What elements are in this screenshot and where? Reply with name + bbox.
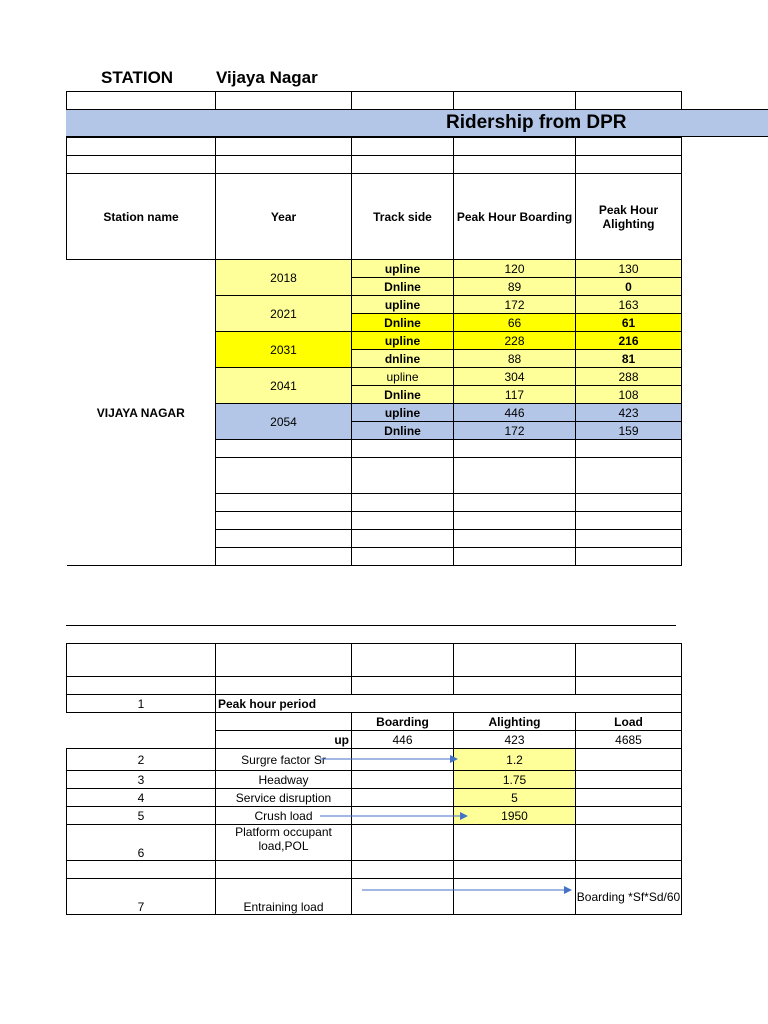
track-side-cell: Dnline [352,386,454,404]
entraining-load-label: Entraining load [216,879,352,915]
track-side-cell: dnline [352,350,454,368]
row-num: 5 [67,807,216,825]
calc-table [66,643,682,915]
col-boarding: Boarding [352,713,454,731]
row-num: 2 [67,749,216,771]
boarding-cell: 172 [454,296,576,314]
alighting-cell: 130 [576,260,682,278]
crush-load-label: Crush load [216,807,352,825]
col-load: Load [576,713,682,731]
header-peak-boarding: Peak Hour Boarding [454,174,576,260]
headway-label: Headway [216,771,352,789]
peak-hour-period-label: Peak hour period [216,695,682,713]
year-cell: 2021 [216,296,352,332]
track-side-cell: upline [352,260,454,278]
up-alighting: 423 [454,731,576,749]
pol-label: Platform occupant load,POL [216,825,352,861]
headway-value: 1.75 [454,771,576,789]
alighting-cell: 423 [576,404,682,422]
track-side-cell: Dnline [352,422,454,440]
row-num: 7 [67,879,216,915]
year-cell: 2018 [216,260,352,296]
track-side-cell: upline [352,368,454,386]
header-station-name: Station name [67,174,216,260]
station-cell: VIJAYA NAGAR [67,260,216,566]
alighting-cell: 288 [576,368,682,386]
header-track-side: Track side [352,174,454,260]
top-empty-row [66,91,682,110]
row-num: 6 [67,825,216,861]
alighting-cell: 163 [576,296,682,314]
alighting-cell: 108 [576,386,682,404]
arrow-surge-factor [320,752,460,766]
boarding-cell: 228 [454,332,576,350]
boarding-cell: 89 [454,278,576,296]
crush-load-value: 1950 [454,807,576,825]
track-side-cell: upline [352,404,454,422]
separator-line [66,625,676,626]
boarding-cell: 304 [454,368,576,386]
header-year: Year [216,174,352,260]
station-name: Vijaya Nagar [216,68,318,87]
boarding-cell: 117 [454,386,576,404]
boarding-cell: 66 [454,314,576,332]
service-disruption-label: Service disruption [216,789,352,807]
track-side-cell: Dnline [352,314,454,332]
alighting-cell: 216 [576,332,682,350]
up-load: 4685 [576,731,682,749]
alighting-cell: 61 [576,314,682,332]
year-cell: 2054 [216,404,352,440]
up-label: up [216,731,352,749]
alighting-cell: 0 [576,278,682,296]
banner-title: Ridership from DPR [446,112,627,133]
surge-factor-value: 1.2 [454,749,576,771]
track-side-cell: upline [352,296,454,314]
row-num: 1 [67,695,216,713]
col-alighting: Alighting [454,713,576,731]
alighting-cell: 159 [576,422,682,440]
boarding-cell: 172 [454,422,576,440]
track-side-cell: Dnline [352,278,454,296]
arrow-crush-load [320,809,470,823]
boarding-cell: 88 [454,350,576,368]
entraining-formula: Boarding *Sf*Sd/60 [576,879,682,915]
surge-factor-label: Surgre factor Sr [216,749,352,771]
banner [66,109,768,137]
ridership-table [66,137,682,566]
row-num: 4 [67,789,216,807]
header-peak-alighting: Peak Hour Alighting [576,174,682,260]
station-label: STATION [101,68,174,87]
track-side-cell: upline [352,332,454,350]
arrow-entraining-load [362,883,574,897]
row-num: 3 [67,771,216,789]
year-cell: 2041 [216,368,352,404]
boarding-cell: 446 [454,404,576,422]
up-boarding: 446 [352,731,454,749]
boarding-cell: 120 [454,260,576,278]
year-cell: 2031 [216,332,352,368]
alighting-cell: 81 [576,350,682,368]
service-disruption-value: 5 [454,789,576,807]
